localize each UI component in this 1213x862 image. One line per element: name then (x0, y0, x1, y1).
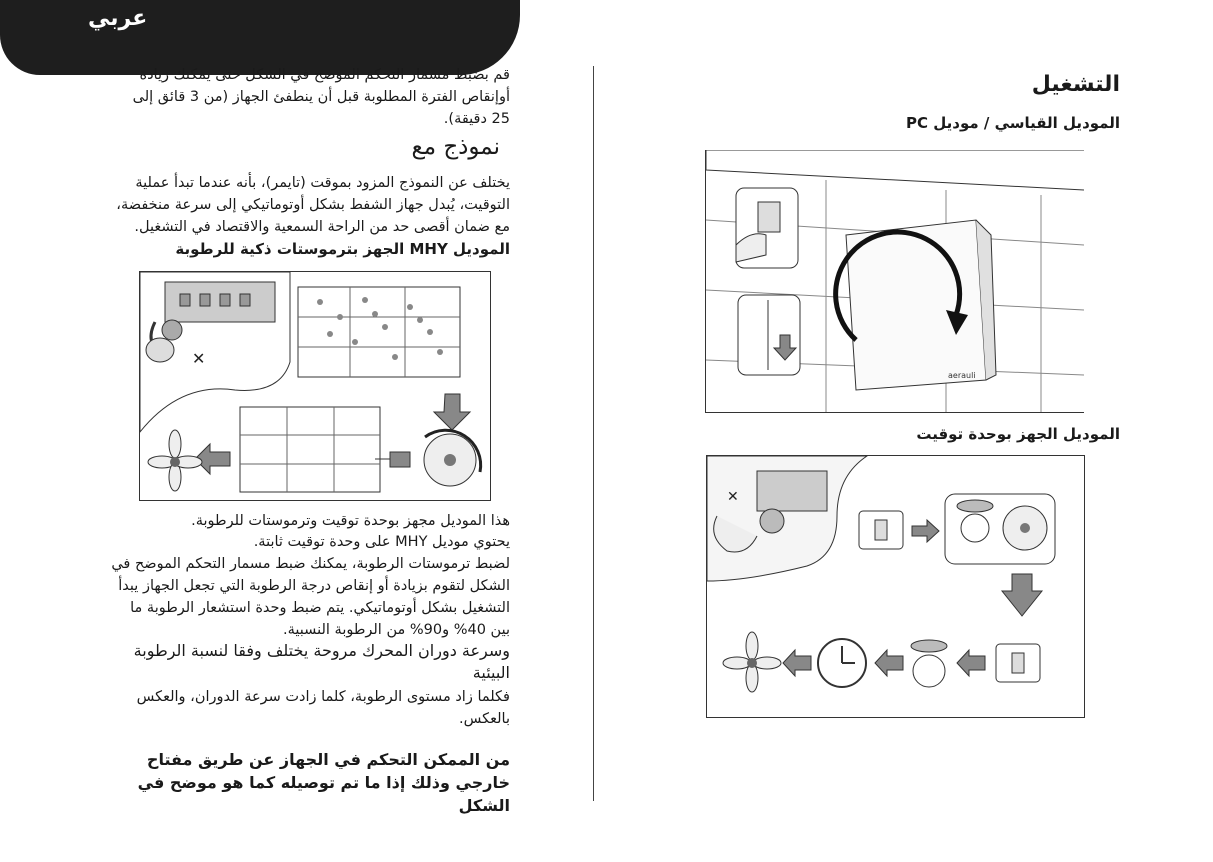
fan-brand-text: aerauli (948, 371, 976, 380)
standard-model-subtitle: الموديل القياسي / موديل PC (906, 114, 1120, 132)
language-tab-label: عربي (88, 6, 148, 31)
mhy-illustration (139, 271, 491, 501)
mhy-heading: الموديل MHY الجهز بترموستات ذكية للرطوبة (175, 240, 510, 258)
pc-model-illustration-drawing (706, 150, 1084, 412)
model-description: يختلف عن النموذج المزود بموقت (تايمر)، بأنه عندما تبدأ عملية التوقيت، يُبدل جهاز الشفط بشكل أوتوماتيكي إلى سرعة منخفضة، مع ضمان أقصى حد من الراحة السمعية والاقتصاد في التشغيل. (116, 175, 510, 235)
intro-paragraph: قم بضبط مسمار التحكم الموضح في الشكل حتى يمكنك زيادة أوإنقاص الفترة المطلوبة قبل أن ينطفئ الجهاز (من 3 قائق إلى 25 دقيقة). (132, 67, 510, 127)
external-switch-note: من الممكن التحكم في الجهاز عن طريق مفتاح خارجي وذلك إذا ما تم توصيله كما هو موضح في الشكل (137, 750, 510, 815)
timer-model-illustration (706, 455, 1085, 718)
mhy-line-1: هذا الموديل مجهز بوحدة توقيت وترموستات للرطوبة. (191, 513, 510, 529)
timer-model-subtitle: الموديل الجهز بوحدة توقيت (916, 425, 1120, 443)
mhy-illustration-drawing (140, 272, 490, 500)
timer-model-illustration-drawing (707, 456, 1084, 717)
mhy-adjust-paragraph: لضبط ترموستات الرطوبة، يمكنك ضبط مسمار التحكم الموضح في الشكل لتقوم بزيادة أو إنقاص درجة الرطوبة التي تجعل الجهاز يبدأ التشغيل بشكل أوتوماتيكي. يتم ضبط وحدة استشعار الرطوبة ما بين 40% و90% من الرطوبة النسبية. (111, 556, 510, 638)
speed-heading: وسرعة دوران المحرك مروحة يختلف وفقا لنسبة الرطوبة البيئية (133, 641, 510, 682)
operation-title: التشغيل (1031, 72, 1120, 97)
svg-text:✕: ✕ (192, 349, 206, 368)
mhy-line-2: يحتوي موديل MHY على وحدة توقيت ثابتة. (253, 534, 510, 550)
pc-model-illustration (705, 150, 1084, 413)
column-divider (593, 66, 594, 801)
svg-text:✕: ✕ (727, 489, 739, 505)
speed-description: فكلما زاد مستوى الرطوبة، كلما زادت سرعة الدوران، والعكس بالعكس. (136, 689, 510, 727)
model-heading: نموذج مع (411, 134, 500, 160)
